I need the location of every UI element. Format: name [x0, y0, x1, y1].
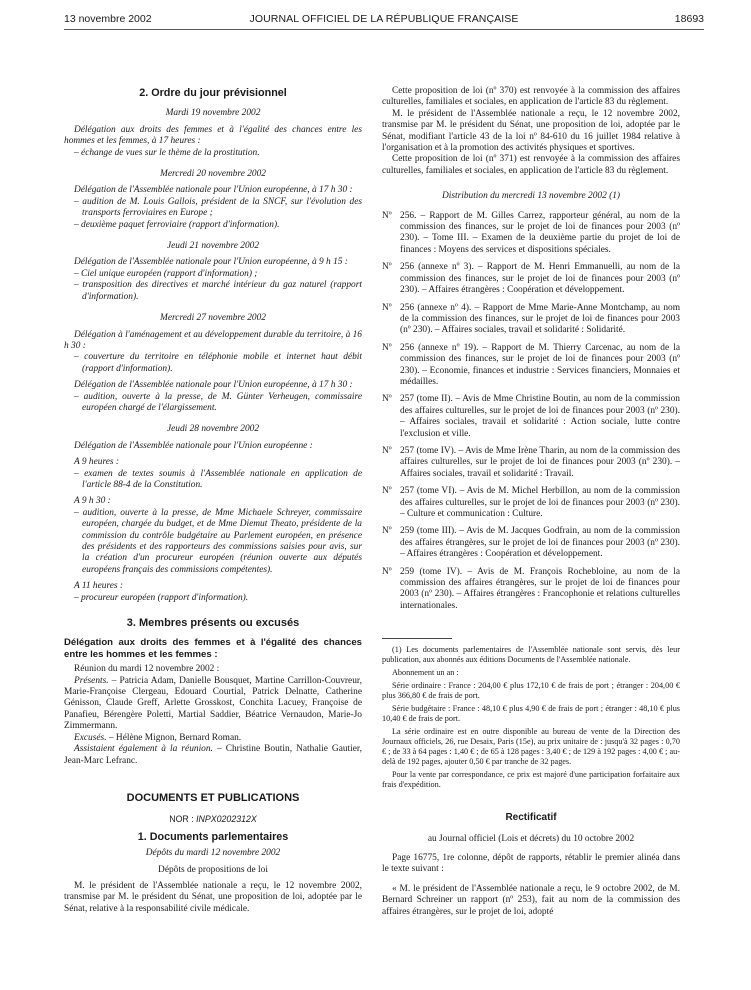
agenda-block-intro: A 9 h 30 :: [74, 496, 111, 507]
distribution-item-number: Nº: [382, 445, 392, 456]
agenda-item: – audition, ouverte à la presse, de Mme Michaele Schreyer, commissaire européen, chargée du budget, et de Mme Diemut Theato, présidente de la commission du contrôle budgétaire au Parlement européen, en présence des présidents et des rapporteurs des commissions saisies pour avis, sur la création d'un procureur européen (réunion ouverte aux députés européens français des commissions compétentes).: [74, 507, 362, 575]
distribution-item: [382, 567, 680, 613]
left-column: [64, 88, 362, 915]
header-rule: [64, 29, 704, 30]
distribution-item: [382, 526, 680, 560]
agenda-item: – transposition des directives et marché intérieur du gaz naturel (rapport d'information).: [74, 280, 362, 302]
distribution-item-text: 259 (tome IV). – Avis de M. François Rochebloine, au nom de la commission des affaires étrangères, sur le projet de loi de finances pour 2003 (nº 230). – Affaires étrangères : Francophonie et relations culturelles internationales.: [400, 566, 680, 611]
footnotes: [382, 645, 680, 790]
agenda-block-intro: Délégation aux droits des femmes et à l'égalité des chances entre les hommes et les femmes, à 17 heures :: [64, 124, 362, 147]
distribution-item-text: 256. – Rapport de M. Gilles Carrez, rapporteur général, au nom de la commission des finances, sur le projet de loi de finances pour 2003 (nº 230). – Tome III. – Examen de la deuxième partie du projet de loi de finances : Moyens des services et dispositions spéciales.: [400, 210, 680, 255]
right-column: [382, 86, 680, 918]
agenda-day-date: Mardi 19 novembre 2002: [165, 108, 261, 119]
distribution-item-text: 256 (annexe nº 3). – Rapport de M. Henri Emmanuelli, au nom de la commission des finances, sur le projet de loi de finances pour 2003 (nº 230). – Affaires étrangères : Coopération et développement.: [400, 262, 680, 296]
distribution-item-text: 256 (annexe nº 19). – Rapport de M. Thierry Carcenac, au nom de la commission des finances, sur le projet de loi de finances pour 2003 (nº 230). – Economie, finances et industrie : Services financiers, Monnaies et médailles.: [400, 342, 680, 387]
depots-subtitle: Dépôts de propositions de loi: [158, 864, 268, 875]
distribution-item-text: 257 (tome VI). – Avis de M. Michel Herbillon, au nom de la commission des affaires culturelles, sur le projet de loi de finances pour 2003 (nº 230). – Culture et communication : Culture.: [400, 486, 680, 519]
agenda-item: – audition de M. Louis Gallois, président de la SNCF, sur l'évolution des transports ferroviaires en Europe ;: [74, 196, 362, 219]
distribution-item: [382, 486, 680, 520]
distribution-item-text: 257 (tome IV). – Avis de Mme Irène Tharin, au nom de la commission des affaires culturelles, sur le projet de loi de finances pour 2003 (nº 230). – Affaires sociales, travail et solidarité : Travail.: [400, 445, 680, 479]
presents-names: – Patricia Adam, Danielle Bousquet, Martine Carrillon-Couvreur, Marie-Françoise Clergeau, Edouard Courtial, Patrick Delnatte, Catherine Génisson, Claude Greff, Arlette Grosskost, Conchita Lacuey, Françoise de Panafieu, Bérengère Poletti, Martial Saddier, Béatrice Vernaudon, Marie-Jo Zimmermann.: [64, 675, 362, 732]
assistaient-names: – Christine Boutin, Nathalie Gautier, Jean-Marc Lefranc.: [64, 744, 362, 766]
assistaient-label: Assistaient également à la réunion.: [74, 744, 213, 755]
agenda-day-date: Jeudi 28 novembre 2002: [166, 424, 260, 435]
distribution-item-number: Nº: [382, 210, 392, 221]
agenda-block-intro: Délégation de l'Assemblée nationale pour l'Union européenne, à 9 h 15 :: [74, 257, 348, 268]
excuses-label: Excusés.: [74, 732, 107, 743]
distribution-item-number: Nº: [382, 394, 392, 405]
assistaient-paragraph: [64, 744, 362, 767]
distribution-item: [382, 394, 680, 440]
distribution-title: Distribution du mercredi 13 novembre 2002 (1): [441, 191, 621, 202]
footnote-paragraph: Pour la vente par correspondance, ce prix est majoré d'une participation forfaitaire aux frais d'expédition.: [382, 770, 680, 790]
rectificatif-title: Rectificatif: [505, 812, 557, 824]
section-ordre-du-jour-title: 2. Ordre du jour prévisionnel: [139, 87, 287, 99]
agenda-day-date: Mercredi 27 novembre 2002: [160, 313, 266, 324]
header-date: 13 novembre 2002: [64, 13, 152, 25]
distribution-item-number: Nº: [382, 342, 392, 353]
delegation-title: Délégation aux droits des femmes et à l'égalité des chances entre les hommes et les femmes :: [64, 637, 362, 660]
distribution-list: [382, 211, 680, 613]
distribution-item-number: Nº: [382, 566, 392, 577]
reunion-date: Réunion du mardi 12 novembre 2002 :: [74, 664, 220, 675]
distribution-item: [382, 211, 680, 257]
depots-date: Dépôts du mardi 12 novembre 2002: [145, 848, 281, 859]
distribution-item-text: 259 (tome III). – Avis de M. Jacques Godfrain, au nom de la commission des affaires étrangères, sur le projet de loi de finances pour 2003 (nº 230). – Affaires étrangères : Coopération et développement.: [400, 526, 680, 560]
agenda-block-intro: Délégation de l'Assemblée nationale pour l'Union européenne :: [74, 440, 313, 451]
agenda-block-intro: A 11 heures :: [74, 581, 124, 592]
footnote-rule: [382, 638, 452, 639]
agenda-day-date: Jeudi 21 novembre 2002: [166, 241, 260, 252]
agenda-day-date: Mercredi 20 novembre 2002: [160, 169, 266, 180]
header-page-number: 18693: [674, 13, 704, 25]
header-title: JOURNAL OFFICIEL DE LA RÉPUBLIQUE FRANÇAISE: [249, 13, 519, 25]
footnote-paragraph: Série budgétaire : France : 48,10 € plus 4,90 € de frais de port ; étranger : 48,10 € plus 10,40 € de frais de port.: [382, 704, 680, 724]
excuses-names: – Hélène Mignon, Bernard Roman.: [106, 732, 242, 743]
renvoi-paragraph-370: Cette proposition de loi (nº 370) est renvoyée à la commission des affaires culturelles, familiales et sociales, en application de l'article 83 du règlement.: [382, 86, 680, 108]
footnote-paragraph: (1) Les documents parlementaires de l'Assemblée nationale sont servis, dès leur publication, aux abonnés aux éditions Documents de l'Assemblée nationale.: [382, 645, 680, 665]
agenda-item: – deuxième paquet ferroviaire (rapport d'information).: [74, 219, 280, 230]
reception-paragraph: M. le président de l'Assemblée nationale a reçu, le 12 novembre 2002, transmise par M. le président du Sénat, une proposition de loi, adoptée par le Sénat, modifiant l'article 43 de la loi nº 84-610 du 16 juillet 1984 relative à l'organisation et à la promotion des activités physiques et sportives.: [382, 108, 680, 154]
distribution-item-number: Nº: [382, 526, 392, 537]
nor-reference: [64, 814, 362, 825]
footnote-paragraph: Abonnement un an :: [392, 668, 459, 678]
distribution-item-number: Nº: [382, 262, 392, 273]
agenda-block-intro: Délégation de l'Assemblée nationale pour l'Union européenne, à 17 h 30 :: [74, 185, 353, 196]
presents-paragraph: [64, 676, 362, 733]
depots-paragraph: M. le président de l'Assemblée nationale a reçu, le 12 novembre 2002, transmise par M. le président du Sénat, une proposition de loi, adoptée par le Sénat, relative à la responsabilité civile médicale.: [64, 880, 362, 914]
presents-label: Présents.: [74, 675, 109, 686]
agenda-item: – procureur européen (rapport d'information).: [74, 592, 249, 603]
nor-label: NOR :: [169, 814, 197, 825]
distribution-item: [382, 343, 680, 389]
documents-publications-title: DOCUMENTS ET PUBLICATIONS: [126, 791, 300, 804]
rectificatif-paragraph-1: Page 16775, 1re colonne, dépôt de rapports, rétablir le premier alinéa dans le texte suivant :: [382, 853, 680, 875]
nor-value: INPX0202312X: [196, 814, 257, 825]
agenda-days: [64, 108, 362, 604]
distribution-item: [382, 446, 680, 480]
footnote-paragraph: Série ordinaire : France : 204,00 € plus 172,10 € de frais de port ; étranger : 204,00 € plus 366,80 € de frais de port.: [382, 681, 680, 701]
agenda-item: – échange de vues sur le thème de la prostitution.: [74, 147, 260, 158]
distribution-item: [382, 262, 680, 296]
agenda-item: – couverture du territoire en téléphonie mobile et internet haut débit (rapport d'information).: [74, 352, 362, 374]
distribution-item-text: 257 (tome II). – Avis de Mme Christine Boutin, au nom de la commission des affaires culturelles, sur le projet de loi de finances pour 2003 (nº 230). – Affaires sociales, travail et solidarité : Action sociale, lutte contre l'exclusion et ville.: [400, 394, 680, 439]
agenda-block-intro: Délégation de l'Assemblée nationale pour l'Union européenne, à 17 h 30 :: [74, 380, 353, 391]
distribution-item-number: Nº: [382, 302, 392, 313]
excuses-paragraph: [64, 733, 362, 744]
distribution-item-number: Nº: [382, 486, 392, 497]
documents-parlementaires-title: 1. Documents parlementaires: [137, 830, 289, 843]
agenda-item: – examen de textes soumis à l'Assemblée nationale en application de l'article 88-4 de la Constitution.: [74, 468, 362, 490]
agenda-item: – audition, ouverte à la presse, de M. Günter Verheugen, commissaire européen chargé de l'élargissement.: [74, 391, 362, 413]
distribution-item-text: 256 (annexe nº 4). – Rapport de Mme Marie-Anne Montchamp, au nom de la commission des finances, sur le projet de loi de finances pour 2003 (nº 230). – Affaires sociales, travail et solidarité : Solidarité.: [400, 302, 680, 336]
footnote-paragraph: La série ordinaire est en outre disponible au bureau de vente de la Direction des Journaux officiels, 26, rue Desaix, Paris (15e), au prix unitaire de : jusqu'à 32 pages : 0,70 € ; de 33 à 64 pages : 1,40 € ; de 65 à 128 pages : 3,40 € ; de 129 à 192 pages : 4,00 € ; au-delà de 192 pages, ajouter 0,50 € par tranche de 32 pages.: [382, 727, 680, 767]
rectificatif-intro: au Journal officiel (Lois et décrets) du 10 octobre 2002: [427, 833, 635, 844]
agenda-block-intro: Délégation à l'aménagement et au développement durable du territoire, à 16 h 30 :: [64, 329, 362, 351]
renvoi-paragraph-371: Cette proposition de loi (nº 371) est renvoyée à la commission des affaires culturelles, familiales et sociales, en application de l'article 83 du règlement.: [382, 154, 680, 176]
section-membres-title: 3. Membres présents ou excusés: [126, 617, 300, 630]
agenda-block-intro: A 9 heures :: [74, 457, 120, 468]
rectificatif-paragraph-2: « M. le président de l'Assemblée nationale a reçu, le 9 octobre 2002, de M. Bernard Schreiner un rapport (nº 253), fait au nom de la commission des affaires étrangères, sur le projet de loi, adopté: [382, 883, 680, 917]
agenda-item: – Ciel unique européen (rapport d'information) ;: [74, 268, 258, 279]
distribution-item: [382, 303, 680, 337]
